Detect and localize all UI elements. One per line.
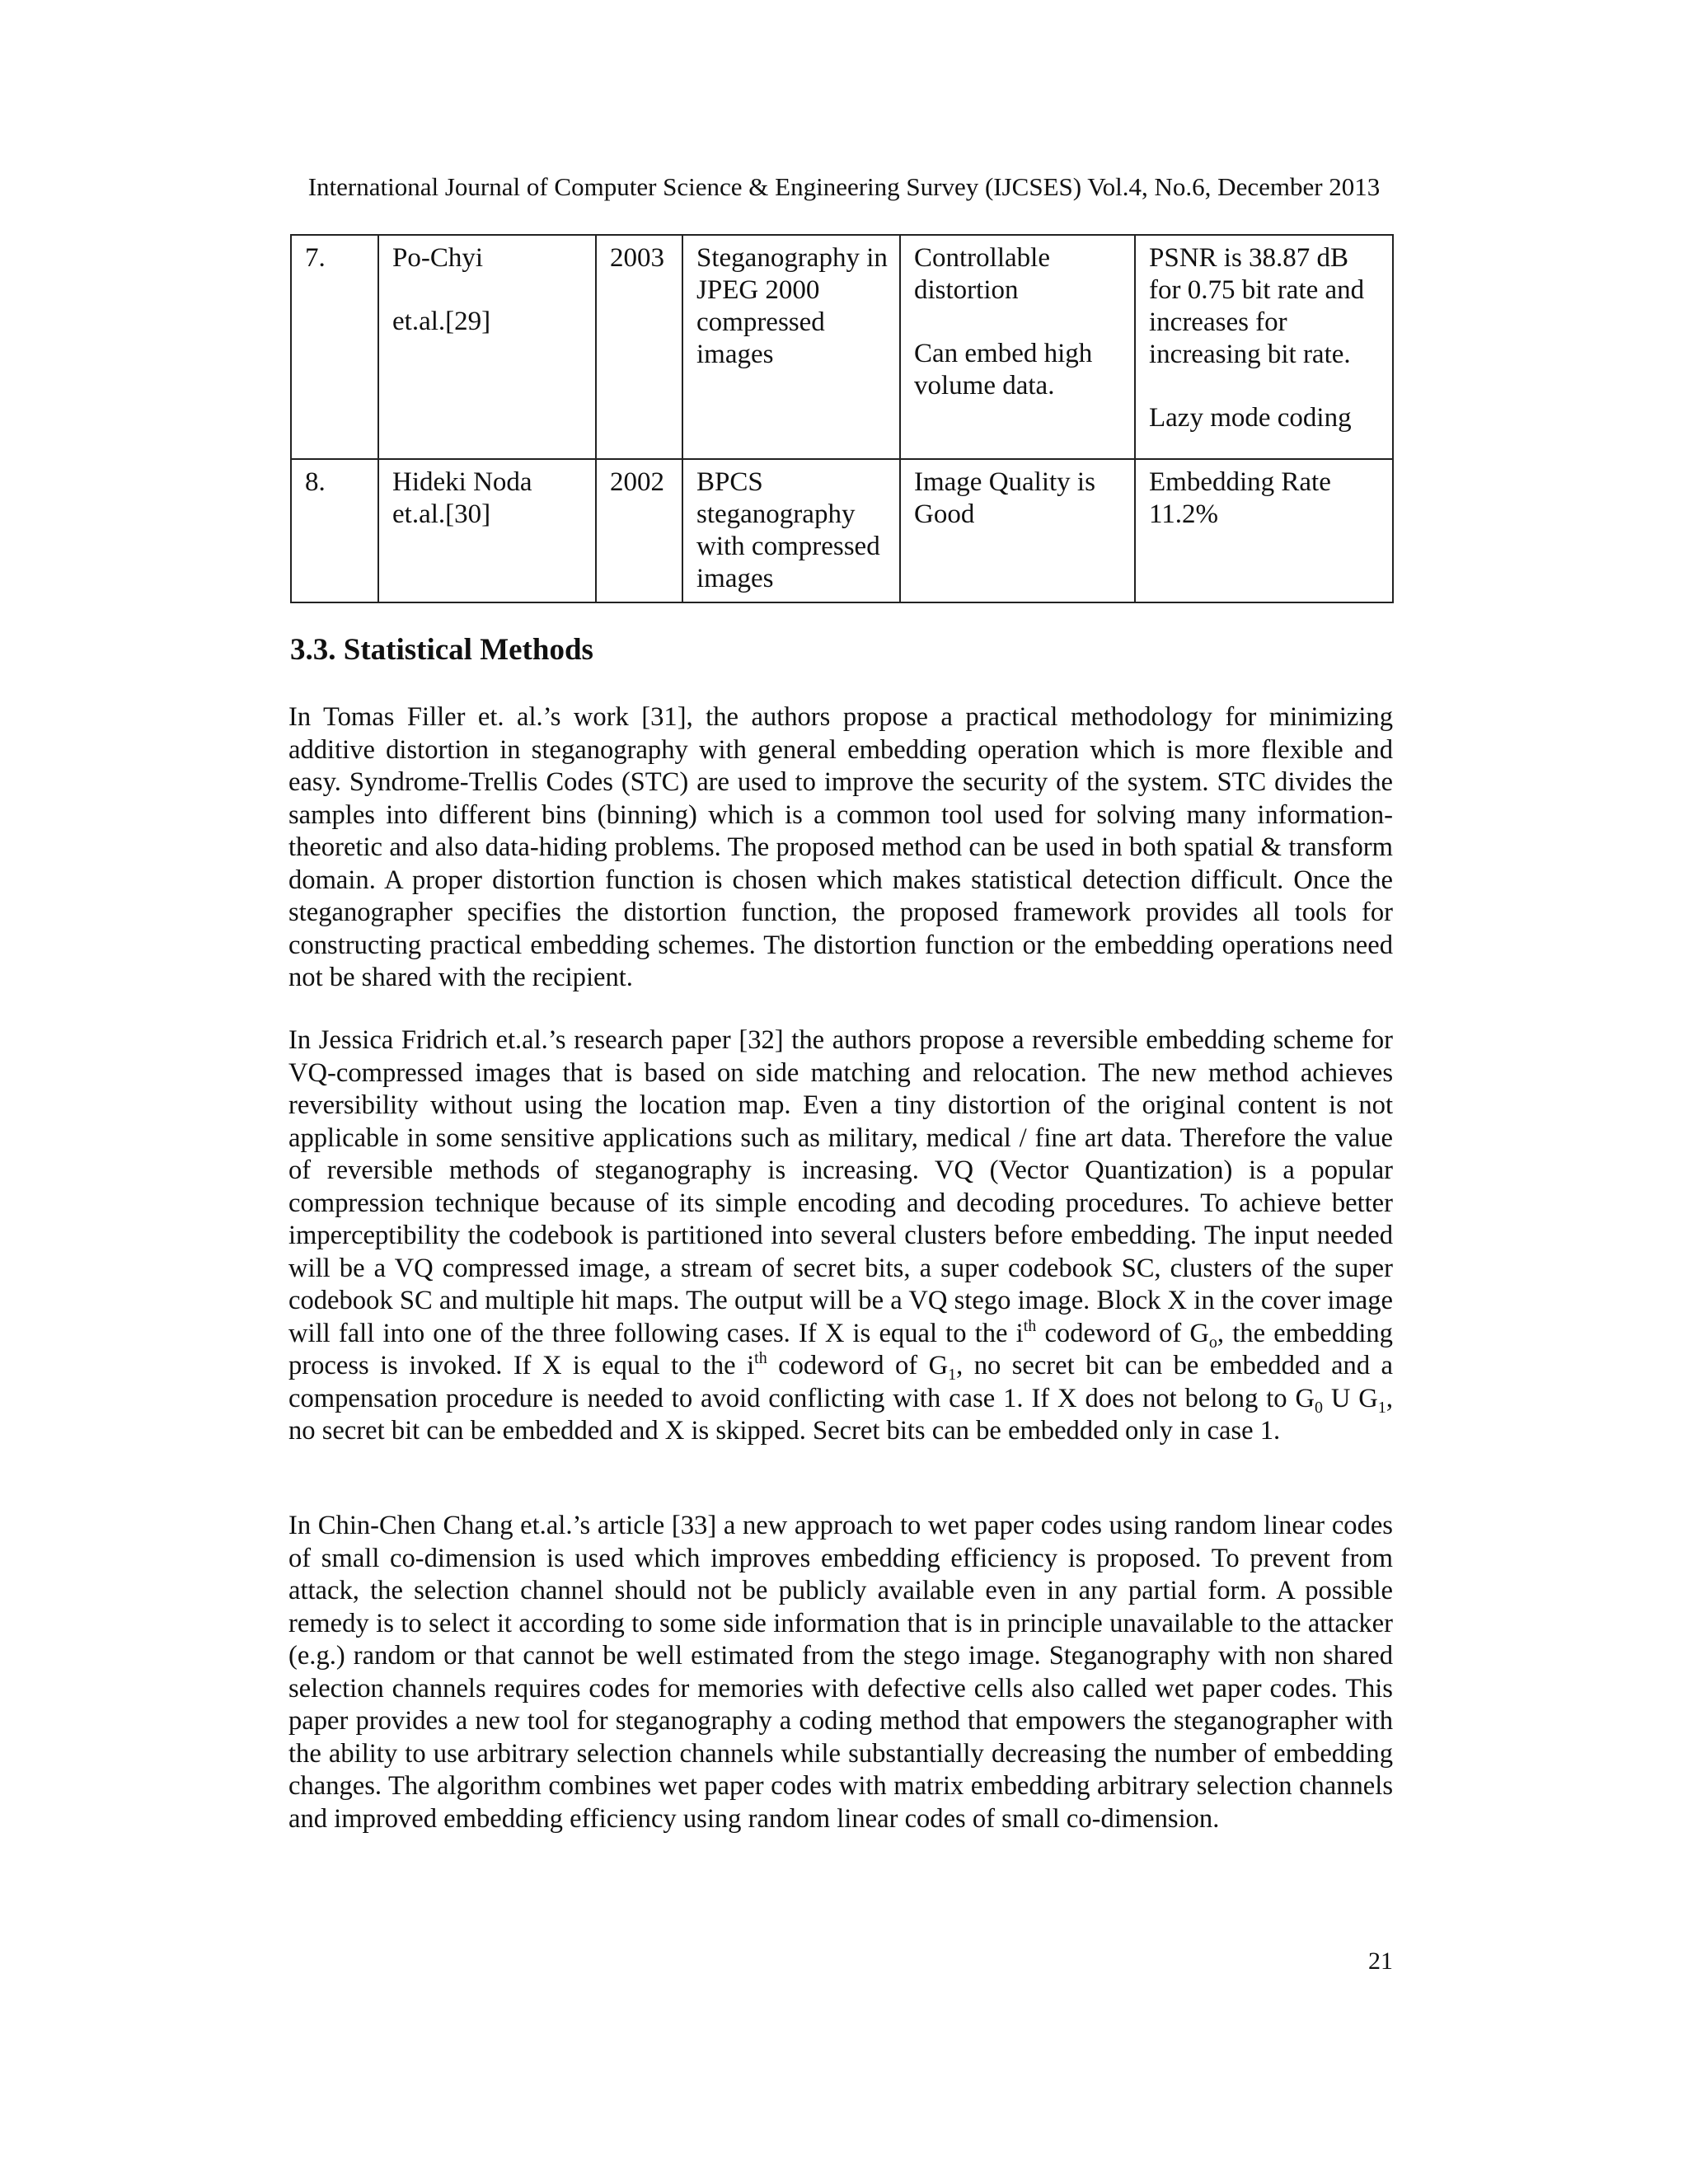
author-name: Hideki Noda bbox=[392, 467, 532, 497]
page-number: 21 bbox=[1368, 1947, 1393, 1975]
table-row bbox=[291, 235, 1393, 459]
author-name: Po-Chyi bbox=[392, 243, 484, 273]
row-number: 7. bbox=[291, 235, 378, 459]
results-cell: Embedding Rate 11.2% bbox=[1135, 459, 1393, 602]
paragraph-fridrich: In Jessica Fridrich et.al.’s research paper [32] the authors propose a reversible embedding scheme for VQ-compressed images that is based on side matching and relocation. The new method achieves reversibility without using the location map. Even a tiny distortion of the original content is not applicable in some sensitive applications such as military, medical / fine art data. Therefore the value of reversible methods of steganography is increasing. VQ (Vector Quantization) is a popular compression technique because of its simple encoding and decoding procedures. To achieve better imperceptibility the codebook is partitioned into several clusters before embedding. The input needed will be a VQ compressed image, a stream of secret bits, a super codebook SC, clusters of the super codebook SC and multiple hit maps. The output will be a VQ stego image. Block X in the cover image will fall into one of the three following cases. If X is equal to the $i^{th}$ codeword of $G_o$, the embedding process is invoked. If X is equal to the $i^{th}$ codeword of $G_1$, no secret bit can be embedded and a compensation procedure is needed to avoid conflicting with case 1. If X does not belong to $G_0$ U $G_1$, no secret bit can be embedded and X is skipped. Secret bits can be embedded only in case 1. bbox=[288, 1025, 1393, 1446]
section-heading: 3.3. Statistical Methods bbox=[290, 633, 593, 667]
author-ref: et.al.[30] bbox=[392, 499, 491, 529]
row-number: 8. bbox=[291, 459, 378, 602]
technique-cell: Steganography in JPEG 2000 compressed images bbox=[682, 235, 900, 459]
author-ref: et.al.[29] bbox=[392, 307, 491, 336]
year-cell: 2002 bbox=[596, 459, 682, 602]
paragraph-chang: In Chin-Chen Chang et.al.’s article [33] a new approach to wet paper codes using random linear codes of small co-dimension is used which improves embedding efficiency is proposed. To prevent from attack, the selection channel should not be publicly available even in any partial form. A possible remedy is to select it according to some side information that is in principle unavailable to the attacker (e.g.) random or that cannot be well estimated from the stego image. Steganography with non shared selection channels requires codes for memories with defective cells also called wet paper codes. This paper provides a new tool for steganography a coding method that empowers the steganographer with the ability to use arbitrary selection channels while substantially decreasing the number of embedding changes. The algorithm combines wet paper codes with matrix embedding arbitrary selection channels and improved embedding efficiency using random linear codes of small co-dimension. bbox=[288, 1511, 1393, 1834]
result-item: Lazy mode coding bbox=[1149, 403, 1352, 433]
result-item: PSNR is 38.87 dB for 0.75 bit rate and increases for increasing bit rate. bbox=[1149, 243, 1365, 369]
advantage-item: Controllable distortion bbox=[914, 243, 1050, 305]
advantage-item: Can embed high volume data. bbox=[914, 339, 1093, 401]
results-cell bbox=[1135, 235, 1393, 459]
advantages-cell bbox=[900, 235, 1135, 459]
technique-cell: BPCS steganography with compressed images bbox=[682, 459, 900, 602]
running-header: International Journal of Computer Science & Engineering Survey (IJCSES) Vol.4, No.6, December 2013 bbox=[307, 172, 1381, 201]
survey-table bbox=[290, 234, 1394, 603]
table-row bbox=[291, 459, 1393, 602]
author-cell bbox=[378, 459, 596, 602]
paragraph-filler: In Tomas Filler et. al.’s work [31], the authors propose a practical methodology for minimizing additive distortion in steganography with general embedding operation which is more flexible and easy. Syndrome-Trellis Codes (STC) are used to improve the security of the system. STC divides the samples into different bins (binning) which is a common tool used for solving many information-theoretic and also data-hiding problems. The proposed method can be used in both spatial & transform domain. A proper distortion function is chosen which makes statistical detection difficult. Once the steganographer specifies the distortion function, the proposed framework provides all tools for constructing practical embedding schemes. The distortion function or the embedding operations need not be shared with the recipient. bbox=[288, 702, 1393, 992]
year-cell: 2003 bbox=[596, 235, 682, 459]
author-cell bbox=[378, 235, 596, 459]
advantages-cell: Image Quality is Good bbox=[900, 459, 1135, 602]
